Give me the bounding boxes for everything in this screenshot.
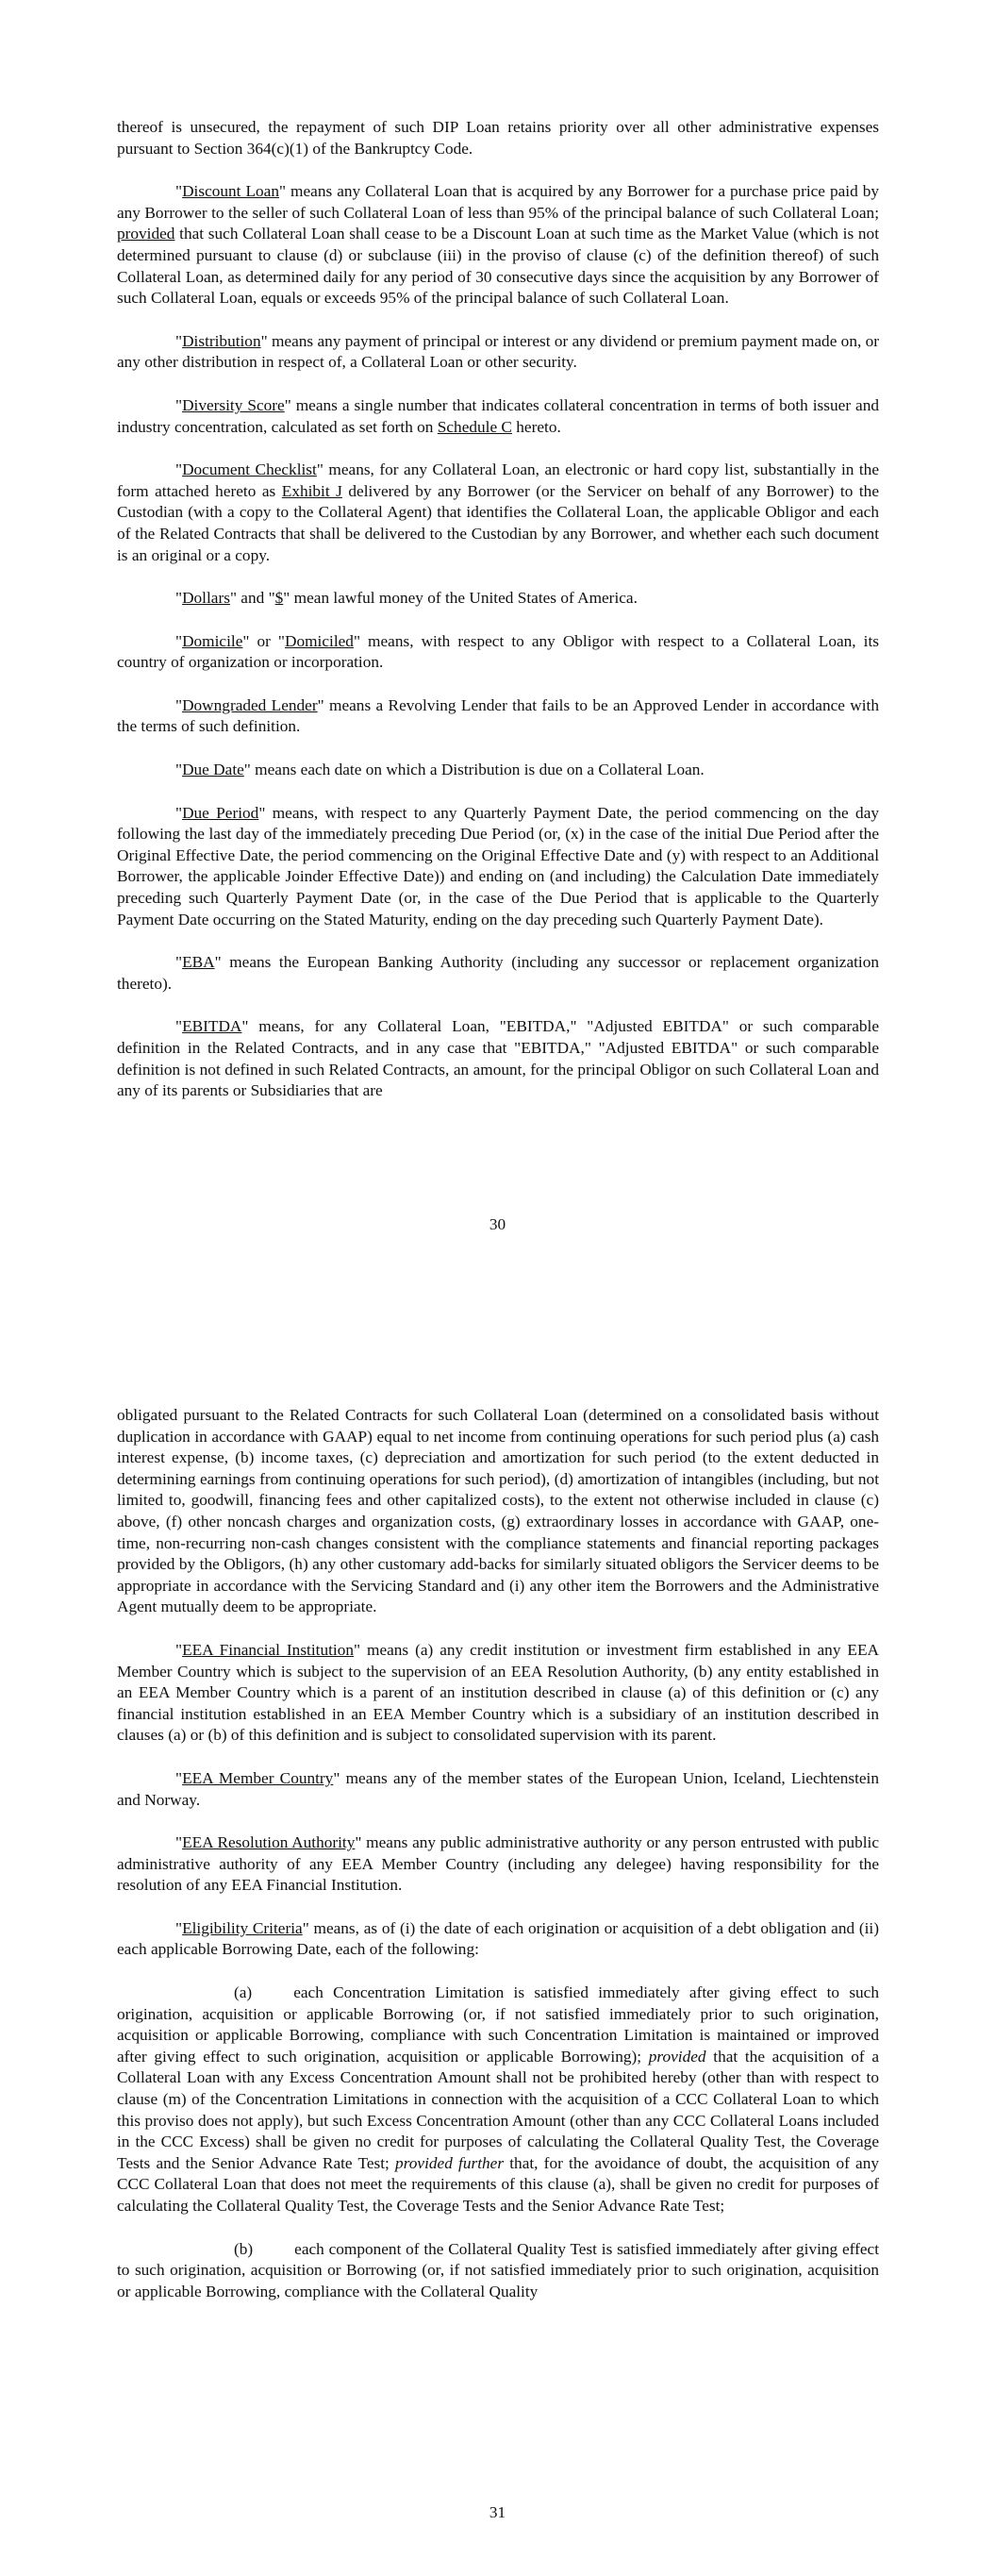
defined-term: $ bbox=[274, 589, 284, 608]
definition-eea-financial-institution: "EEA Financial Institution" means (a) any credit institution or investment firm established in any EEA Member Country which is subject to the supervision of an EEA Resolution Authority, (b) any entity established in an EEA Member Country which is a parent of an institution described in clause (a) of this definition or (c) any financial institution established in an EEA Member Country which is a subsidiary of an institution described in clauses (a) or (b) of this definition and is subject to consolidated supervision with its parent. bbox=[117, 1640, 880, 1745]
defined-term: Discount Loan bbox=[182, 182, 279, 201]
schedule-reference: Schedule C bbox=[437, 417, 512, 436]
defined-term: Domiciled bbox=[284, 631, 354, 650]
clause-label: (a) bbox=[234, 1983, 253, 2002]
defined-term: Downgraded Lender bbox=[182, 695, 318, 714]
provided-term: provided bbox=[117, 225, 175, 243]
definition-due-period: "Due Period" means, with respect to any Quarterly Payment Date, the period commencing on the day following the last day of the immediately preceding Due Period (or, (x) in the case of the initial Due Period after the Original Effective Date, the period commencing on the Original Effective Date and (y) with respect to an Additional Borrower, the applicable Joinder Effective Date)) and ending on (and including) the Calculation Date immediately preceding such Quarterly Payment Date (or, in the case of the Due Period that is applicable to the Quarterly Payment Date occurring on the Stated Maturity, ending on the day preceding such Quarterly Payment Date). bbox=[117, 803, 880, 928]
defined-term: Dollars bbox=[182, 589, 230, 608]
definition-diversity-score: "Diversity Score" means a single number that indicates collateral concentration in terms of both issuer and industry concentration, calculated as set forth on Schedule C hereto. bbox=[117, 395, 879, 436]
defined-term: EEA Resolution Authority bbox=[182, 1833, 356, 1852]
defined-term: Due Period bbox=[182, 803, 259, 822]
page-30-body bbox=[117, 117, 879, 1124]
clause-label: (b) bbox=[234, 2239, 254, 2258]
page-31-body bbox=[117, 1405, 879, 2324]
defined-term: Diversity Score bbox=[182, 395, 285, 414]
definition-discount-loan: "Discount Loan" means any Collateral Loan that is acquired by any Borrower for a purchase price paid by any Borrower to the seller of such Collateral Loan of less than 95% of the principal balance of such Collateral Loan; provided that such Collateral Loan shall cease to be a Discount Loan at such time as the Market Value (which is not determined pursuant to clause (d) or subclause (iii) in the proviso of clause (c) of the definition thereof) of such Collateral Loan, as determined daily for any period of 30 consecutive days since the acquisition by any Borrower of such Collateral Loan, equals or exceeds 95% of the principal balance of such Collateral Loan. bbox=[117, 182, 880, 308]
definition-downgraded-lender: "Downgraded Lender" means a Revolving Lender that fails to be an Approved Lender in accordance with the terms of such definition. bbox=[117, 695, 879, 736]
provided-term: provided bbox=[648, 2047, 706, 2066]
definition-eba: "EBA" means the European Banking Authority (including any successor or replacement organization thereto). bbox=[117, 953, 879, 993]
defined-term: EEA Member Country bbox=[182, 1768, 334, 1787]
page-number: 31 bbox=[489, 2503, 506, 2521]
defined-term: Domicile bbox=[182, 631, 243, 650]
defined-term: EEA Financial Institution bbox=[182, 1640, 354, 1659]
definition-ebitda: "EBITDA" means, for any Collateral Loan, "EBITDA," "Adjusted EBITDA" or such comparable definition in the Related Contracts, and in any case that "EBITDA," "Adjusted EBITDA" or such comparable definition is not defined in such Related Contracts, an amount, for the principal Obligor on such Collateral Loan and any of its parents or Subsidiaries that are bbox=[117, 1017, 879, 1100]
definition-eligibility-criteria: "Eligibility Criteria" means, as of (i) the date of each origination or acquisition of a debt obligation and (ii) each applicable Borrowing Date, each of the following: bbox=[117, 1918, 879, 1959]
defined-term: Document Checklist bbox=[182, 460, 317, 479]
defined-term: EBA bbox=[182, 953, 215, 972]
page-number: 30 bbox=[489, 1215, 506, 1233]
definition-eea-member-country: "EEA Member Country" means any of the member states of the European Union, Iceland, Liechtenstein and Norway. bbox=[117, 1768, 880, 1809]
provided-further-term: provided further bbox=[395, 2153, 505, 2172]
definition-distribution: "Distribution" means any payment of principal or interest or any dividend or premium payment made on, or any other distribution in respect of, a Collateral Loan or other security. bbox=[117, 331, 879, 372]
definition-document-checklist: "Document Checklist" means, for any Collateral Loan, an electronic or hard copy list, substantially in the form attached hereto as Exhibit J delivered by any Borrower (or the Servicer on behalf of any Borrower) to the Custodian (with a copy to the Collateral Agent) that identifies the Collateral Loan, the applicable Obligor and each of the Related Contracts that shall be delivered to the Custodian by any Borrower, and whether each such document is an original or a copy. bbox=[117, 460, 879, 564]
defined-term: Due Date bbox=[182, 761, 244, 779]
definition-due-date: "Due Date" means each date on which a Distribution is due on a Collateral Loan. bbox=[175, 761, 705, 779]
page-31 bbox=[0, 1288, 995, 2576]
ebitda-continuation: obligated pursuant to the Related Contracts for such Collateral Loan (determined on a consolidated basis without duplication in accordance with GAAP) equal to net income from continuing operations for such period plus (a) cash interest expense, (b) income taxes, (c) depreciation and amortization for such period (to the extent deducted in determining earnings from continuing operations for such period), (d) amortization of intangibles (including, but not limited to, goodwill, financing fees and other capitalized costs), to the extent not otherwise included in clause (c) above, (f) other noncash charges and organization costs, (g) extraordinary losses in accordance with GAAP, one-time, non-recurring non-cash changes consistent with the compliance statements and financial reporting packages provided by the Obligors, (h) any other customary add-backs for similarly situated obligors the Servicer deems to be appropriate in accordance with the Servicing Standard and (i) any other item the Borrowers and the Administrative Agent mutually deem to be appropriate. bbox=[117, 1406, 879, 1616]
definition-eea-resolution-authority: "EEA Resolution Authority" means any public administrative authority or any person entrusted with public administrative authority of any EEA Member Country (including any delegee) having responsibility for the resolution of any EEA Financial Institution. bbox=[117, 1833, 879, 1895]
exhibit-reference: Exhibit J bbox=[281, 481, 342, 500]
defined-term: Eligibility Criteria bbox=[182, 1918, 303, 1937]
defined-term: Distribution bbox=[182, 331, 261, 350]
defined-term: EBITDA bbox=[182, 1017, 242, 1036]
clause-a: (a) each Concentration Limitation is satisfied immediately after giving effect to such origination, acquisition or applicable Borrowing (or, if not satisfied immediately prior to such origination, acquisition or applicable Borrowing, compliance with such Concentration Limitation is maintained or improved after giving effect to such origination, acquisition or applicable Borrowing); provided that the acquisition of a Collateral Loan with any Excess Concentration Amount shall not be prohibited hereby (other than with respect to clause (m) of the Concentration Limitations in connection with the acquisition of a CCC Collateral Loan to which this proviso does not apply), but such Excess Concentration Amount (other than any CCC Collateral Loans included in the CCC Excess) shall be given no credit for purposes of calculating the Collateral Quality Test, the Coverage Tests and the Senior Advance Rate Test; provided further that, for the avoidance of doubt, the acquisition of any CCC Collateral Loan that does not meet the requirements of this clause (a), shall be given no credit for purposes of calculating the Collateral Quality Test, the Coverage Tests and the Senior Advance Rate Test; bbox=[117, 1983, 879, 2215]
definition-dollars: "Dollars" and "$" mean lawful money of the United States of America. bbox=[175, 589, 638, 608]
clause-b: (b) each component of the Collateral Quality Test is satisfied immediately after giving effect to such origination, acquisition or Borrowing (or, if not satisfied immediately prior to such origination, acquisition or applicable Borrowing, compliance with the Collateral Quality bbox=[117, 2239, 879, 2300]
dip-loan-paragraph: thereof is unsecured, the repayment of such DIP Loan retains priority over all other administrative expenses pursuant to Section 364(c)(1) of the Bankruptcy Code. bbox=[117, 118, 879, 158]
definition-domicile: "Domicile" or "Domiciled" means, with respect to any Obligor with respect to a Collateral Loan, its country of organization or incorporation. bbox=[117, 631, 879, 672]
